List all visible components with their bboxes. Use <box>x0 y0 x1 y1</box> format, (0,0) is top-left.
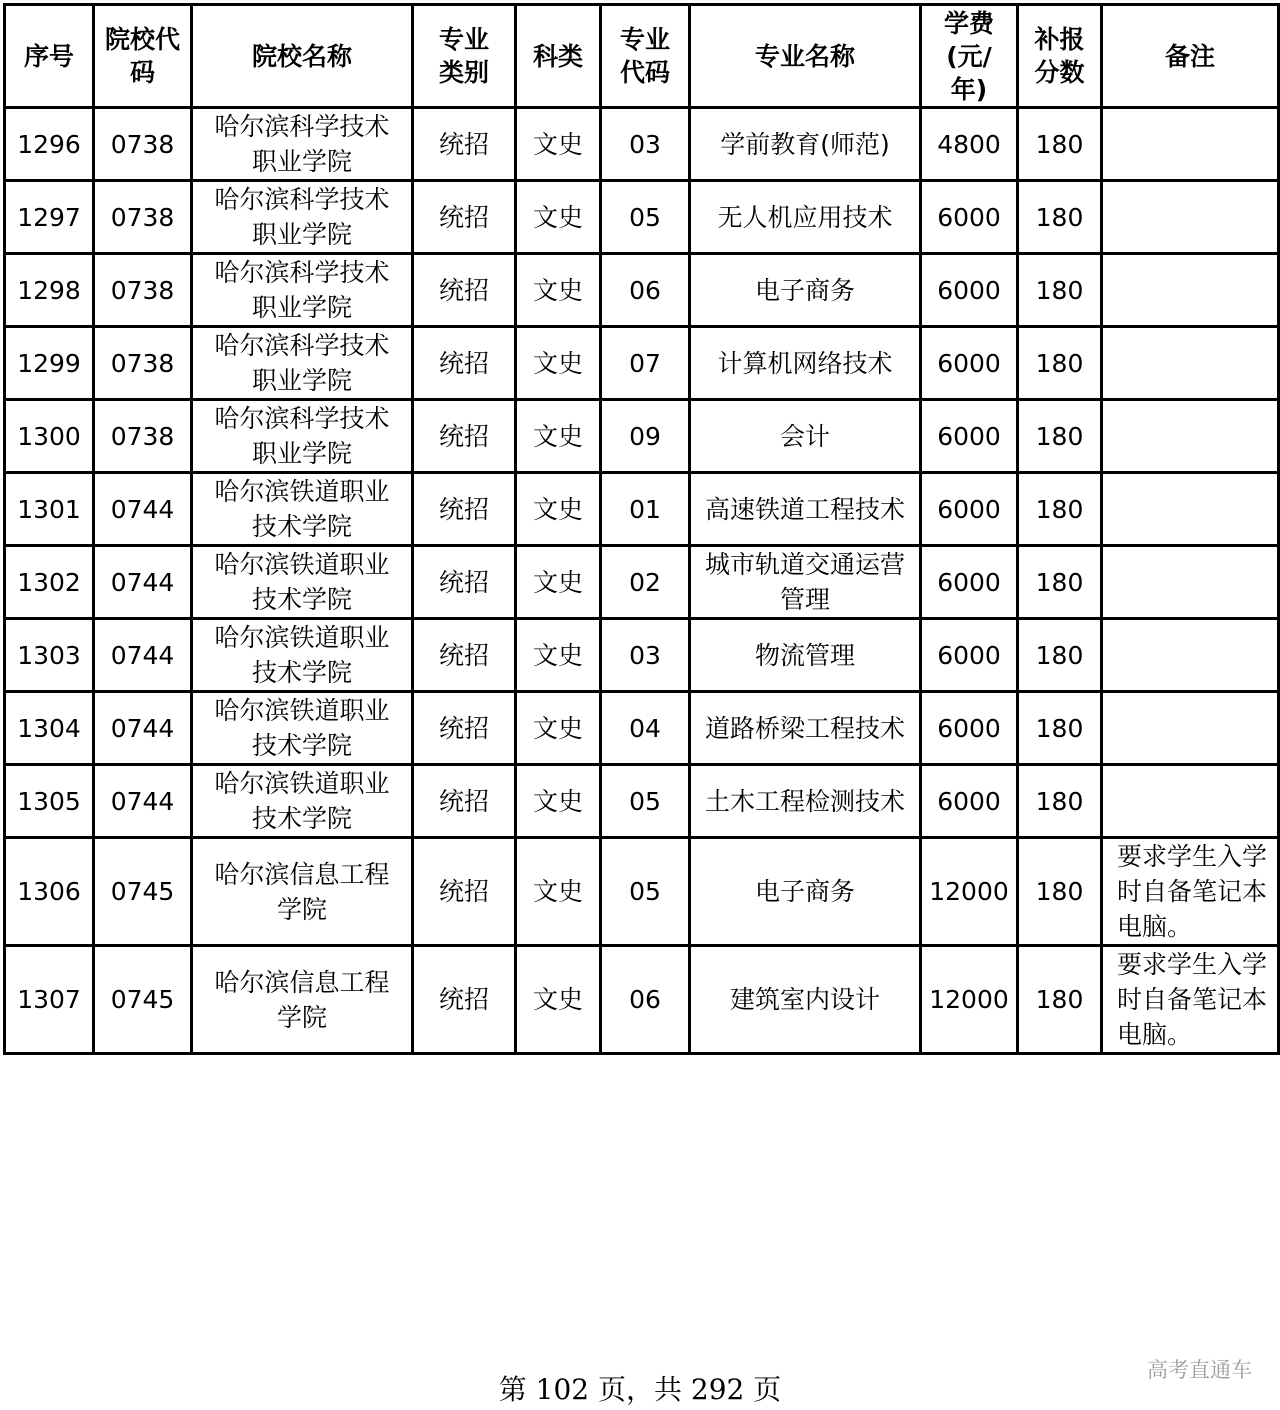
cell-seq: 1305 <box>5 765 94 838</box>
cell-seq: 1304 <box>5 692 94 765</box>
header-remark: 备注 <box>1102 5 1279 108</box>
cell-school-code: 0745 <box>94 946 192 1054</box>
cell-major-type: 统招 <box>413 254 516 327</box>
cell-school-name: 哈尔滨铁道职业技术学院 <box>192 692 413 765</box>
cell-score: 180 <box>1018 765 1102 838</box>
cell-seq: 1303 <box>5 619 94 692</box>
cell-major-name: 计算机网络技术 <box>690 327 921 400</box>
cell-major-code: 05 <box>601 181 690 254</box>
header-tuition: 学费(元/年) <box>921 5 1018 108</box>
cell-tuition: 6000 <box>921 619 1018 692</box>
table-row <box>5 619 1279 692</box>
table-row <box>5 838 1279 946</box>
cell-major-code: 06 <box>601 946 690 1054</box>
cell-school-code: 0744 <box>94 765 192 838</box>
cell-remark: 要求学生入学时自备笔记本电脑。 <box>1102 946 1279 1054</box>
cell-major-code: 05 <box>601 838 690 946</box>
cell-school-name: 哈尔滨科学技术职业学院 <box>192 181 413 254</box>
cell-score: 180 <box>1018 619 1102 692</box>
cell-subject: 文史 <box>516 400 601 473</box>
cell-major-name: 建筑室内设计 <box>690 946 921 1054</box>
cell-major-code: 04 <box>601 692 690 765</box>
cell-school-code: 0744 <box>94 619 192 692</box>
cell-major-code: 03 <box>601 619 690 692</box>
cell-major-type: 统招 <box>413 838 516 946</box>
cell-remark <box>1102 619 1279 692</box>
cell-major-code: 07 <box>601 327 690 400</box>
cell-seq: 1299 <box>5 327 94 400</box>
header-row <box>5 5 1279 108</box>
cell-tuition: 12000 <box>921 838 1018 946</box>
cell-school-code: 0745 <box>94 838 192 946</box>
cell-score: 180 <box>1018 181 1102 254</box>
table-row <box>5 765 1279 838</box>
cell-school-name: 哈尔滨科学技术职业学院 <box>192 254 413 327</box>
cell-score: 180 <box>1018 692 1102 765</box>
header-score: 补报分数 <box>1018 5 1102 108</box>
cell-remark <box>1102 254 1279 327</box>
cell-score: 180 <box>1018 400 1102 473</box>
table-row <box>5 181 1279 254</box>
cell-score: 180 <box>1018 946 1102 1054</box>
cell-school-code: 0738 <box>94 254 192 327</box>
cell-major-name: 无人机应用技术 <box>690 181 921 254</box>
header-school-name: 院校名称 <box>192 5 413 108</box>
cell-tuition: 6000 <box>921 400 1018 473</box>
cell-school-name: 哈尔滨铁道职业技术学院 <box>192 473 413 546</box>
cell-major-name: 学前教育(师范) <box>690 108 921 181</box>
header-seq: 序号 <box>5 5 94 108</box>
cell-major-code: 03 <box>601 108 690 181</box>
cell-tuition: 6000 <box>921 692 1018 765</box>
cell-subject: 文史 <box>516 108 601 181</box>
cell-remark <box>1102 473 1279 546</box>
cell-school-name: 哈尔滨铁道职业技术学院 <box>192 619 413 692</box>
cell-subject: 文史 <box>516 692 601 765</box>
cell-major-type: 统招 <box>413 619 516 692</box>
cell-major-name: 土木工程检测技术 <box>690 765 921 838</box>
cell-score: 180 <box>1018 473 1102 546</box>
table-row <box>5 254 1279 327</box>
cell-tuition: 6000 <box>921 765 1018 838</box>
cell-major-type: 统招 <box>413 546 516 619</box>
cell-seq: 1298 <box>5 254 94 327</box>
cell-school-name: 哈尔滨信息工程学院 <box>192 838 413 946</box>
cell-major-name: 高速铁道工程技术 <box>690 473 921 546</box>
table-row <box>5 400 1279 473</box>
header-major-name: 专业名称 <box>690 5 921 108</box>
cell-remark: 要求学生入学时自备笔记本电脑。 <box>1102 838 1279 946</box>
cell-major-name: 会计 <box>690 400 921 473</box>
cell-remark <box>1102 692 1279 765</box>
cell-seq: 1306 <box>5 838 94 946</box>
cell-school-code: 0744 <box>94 546 192 619</box>
cell-tuition: 6000 <box>921 254 1018 327</box>
cell-remark <box>1102 181 1279 254</box>
page-number: 第 102 页，共 292 页 <box>498 1373 782 1406</box>
cell-school-name: 哈尔滨科学技术职业学院 <box>192 108 413 181</box>
cell-school-name: 哈尔滨信息工程学院 <box>192 946 413 1054</box>
cell-subject: 文史 <box>516 181 601 254</box>
cell-subject: 文史 <box>516 327 601 400</box>
cell-score: 180 <box>1018 546 1102 619</box>
cell-school-code: 0738 <box>94 327 192 400</box>
cell-major-name: 物流管理 <box>690 619 921 692</box>
cell-school-code: 0744 <box>94 692 192 765</box>
cell-seq: 1296 <box>5 108 94 181</box>
cell-school-name: 哈尔滨铁道职业技术学院 <box>192 546 413 619</box>
cell-seq: 1300 <box>5 400 94 473</box>
cell-major-type: 统招 <box>413 108 516 181</box>
cell-tuition: 6000 <box>921 181 1018 254</box>
cell-subject: 文史 <box>516 473 601 546</box>
cell-remark <box>1102 327 1279 400</box>
table-row <box>5 946 1279 1054</box>
cell-remark <box>1102 765 1279 838</box>
admissions-table <box>3 3 1280 1055</box>
cell-major-code: 02 <box>601 546 690 619</box>
cell-subject: 文史 <box>516 254 601 327</box>
cell-score: 180 <box>1018 108 1102 181</box>
cell-seq: 1302 <box>5 546 94 619</box>
cell-seq: 1297 <box>5 181 94 254</box>
cell-major-type: 统招 <box>413 473 516 546</box>
table-row <box>5 327 1279 400</box>
cell-subject: 文史 <box>516 546 601 619</box>
header-subject: 科类 <box>516 5 601 108</box>
cell-tuition: 6000 <box>921 327 1018 400</box>
watermark-text: 高考直通车 <box>1147 1358 1252 1382</box>
cell-major-code: 06 <box>601 254 690 327</box>
cell-major-type: 统招 <box>413 327 516 400</box>
cell-subject: 文史 <box>516 946 601 1054</box>
cell-remark <box>1102 108 1279 181</box>
cell-major-type: 统招 <box>413 692 516 765</box>
table-row <box>5 108 1279 181</box>
cell-major-type: 统招 <box>413 946 516 1054</box>
cell-score: 180 <box>1018 838 1102 946</box>
table-row <box>5 692 1279 765</box>
header-major-type: 专业类别 <box>413 5 516 108</box>
cell-major-name: 电子商务 <box>690 254 921 327</box>
cell-seq: 1307 <box>5 946 94 1054</box>
cell-school-code: 0738 <box>94 400 192 473</box>
table-row <box>5 473 1279 546</box>
header-school-code: 院校代码 <box>94 5 192 108</box>
cell-major-code: 05 <box>601 765 690 838</box>
cell-major-name: 电子商务 <box>690 838 921 946</box>
cell-score: 180 <box>1018 254 1102 327</box>
cell-tuition: 6000 <box>921 546 1018 619</box>
cell-school-name: 哈尔滨科学技术职业学院 <box>192 327 413 400</box>
cell-major-type: 统招 <box>413 400 516 473</box>
cell-major-code: 09 <box>601 400 690 473</box>
cell-school-name: 哈尔滨科学技术职业学院 <box>192 400 413 473</box>
cell-major-code: 01 <box>601 473 690 546</box>
cell-subject: 文史 <box>516 619 601 692</box>
cell-remark <box>1102 400 1279 473</box>
cell-seq: 1301 <box>5 473 94 546</box>
cell-tuition: 12000 <box>921 946 1018 1054</box>
cell-major-name: 城市轨道交通运营管理 <box>690 546 921 619</box>
cell-school-code: 0738 <box>94 108 192 181</box>
cell-score: 180 <box>1018 327 1102 400</box>
cell-subject: 文史 <box>516 838 601 946</box>
cell-major-type: 统招 <box>413 765 516 838</box>
table-row <box>5 546 1279 619</box>
cell-tuition: 6000 <box>921 473 1018 546</box>
cell-school-code: 0738 <box>94 181 192 254</box>
cell-subject: 文史 <box>516 765 601 838</box>
header-major-code: 专业代码 <box>601 5 690 108</box>
cell-tuition: 4800 <box>921 108 1018 181</box>
cell-major-type: 统招 <box>413 181 516 254</box>
cell-remark <box>1102 546 1279 619</box>
cell-major-name: 道路桥梁工程技术 <box>690 692 921 765</box>
cell-school-name: 哈尔滨铁道职业技术学院 <box>192 765 413 838</box>
table-body <box>5 108 1279 1054</box>
cell-school-code: 0744 <box>94 473 192 546</box>
